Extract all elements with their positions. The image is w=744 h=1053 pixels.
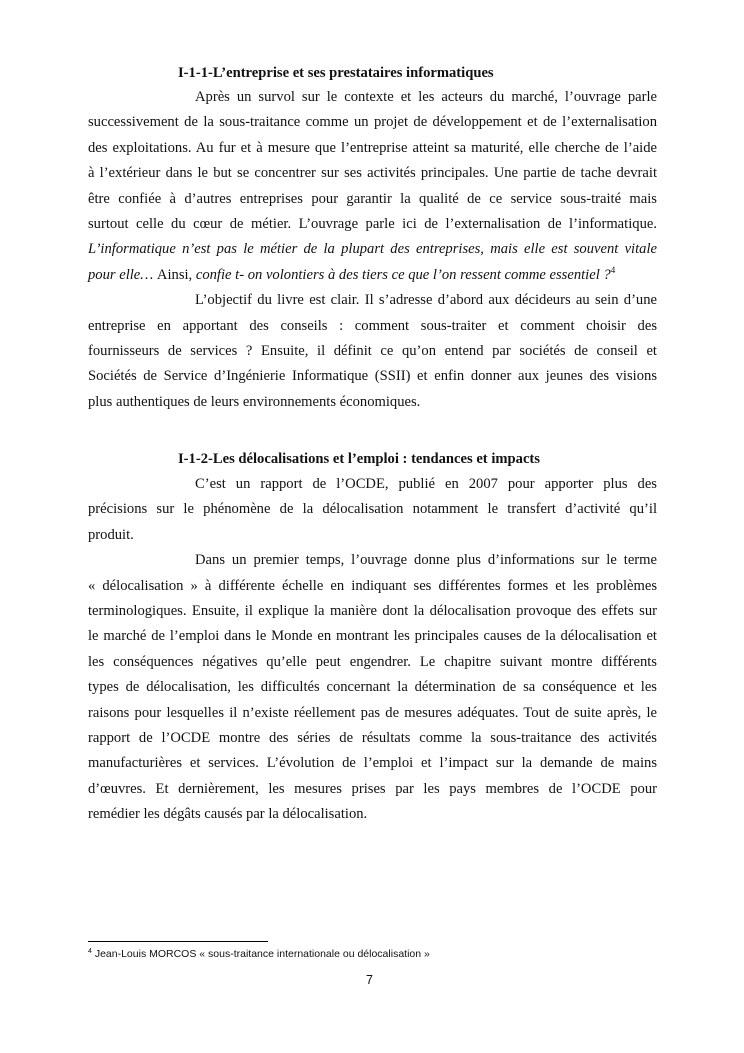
italic-text: L’informatique n’est pas le métier de la plupart des entreprises, mais elle est souvent vitale (88, 241, 657, 258)
text-line (88, 550, 657, 575)
text-segment: les conséquences négatives qu’elle peut engendrer. Le chapitre suivant montre différents (88, 653, 657, 670)
text-line (88, 474, 657, 499)
text-segment: fournisseurs de services ? Ensuite, il définit ce qu’on entend par sociétés de conseil et (88, 342, 657, 359)
text-line (88, 499, 657, 524)
text-segment: produit. (88, 526, 134, 543)
text-line (88, 214, 657, 239)
italic-text: pour elle… (88, 266, 157, 283)
text-segment: L’objectif du livre est clair. Il s’adresse d’abord aux décideurs au sein d’une (195, 292, 657, 309)
text-line (88, 576, 657, 601)
text-line (88, 753, 657, 778)
text-segment: types de délocalisation, les difficultés concernant la détermination de sa conséquence et les (88, 679, 657, 696)
text-segment: d’œuvres. Et dernièrement, les mesures prises par les pays membres de l’OCDE pour (88, 780, 657, 797)
text-line (88, 366, 657, 391)
text-line (88, 290, 657, 315)
footnote-reference: 4 (610, 264, 616, 275)
text-line (88, 728, 657, 753)
italic-text: confie t- on volontiers à des tiers ce que l’on ressent comme essentiel ? (195, 266, 611, 283)
text-line (88, 112, 657, 137)
text-segment: des exploitations. Au fur et à mesure que l’entreprise atteint sa maturité, elle cherche de l’aide (88, 139, 657, 156)
text-line (88, 677, 657, 702)
text-segment: rapport de l’OCDE montre des séries de résultats comme la sous-traitance des activités (88, 729, 657, 746)
text-line (88, 138, 657, 163)
text-segment: manufacturières et services. L’évolution de l’emploi et l’impact sur la demande de mains (88, 755, 657, 772)
text-segment: à l’extérieur dans le but se concentrer sur ses activités principales. Une partie de tache devrait (88, 165, 657, 182)
text-segment: entreprise en apportant des conseils : comment sous-traiter et comment choisir des (88, 317, 657, 334)
text-line (88, 703, 657, 728)
text-line (88, 265, 657, 290)
text-line (88, 189, 657, 214)
text-line (88, 601, 657, 626)
text-line (88, 316, 657, 341)
text-segment: précisions sur le phénomène de la délocalisation notamment le transfert d’activité qu’il (88, 501, 657, 518)
text-line (88, 392, 657, 417)
text-segment: surtout celle du cœur de métier. L’ouvrage parle ici de l’externalisation de l’informatique. (88, 215, 657, 232)
section-heading-1-1-2: I-1-2-Les délocalisations et l’emploi : tendances et impacts (178, 451, 540, 467)
section-1-body (88, 87, 657, 417)
text-line (88, 163, 657, 188)
text-line (88, 525, 657, 550)
text-line (88, 779, 657, 804)
text-line (88, 87, 657, 112)
text-segment: raisons pour lesquelles il n’existe réellement pas de mesures adéquates. Tout de suite après, le (88, 704, 657, 721)
section-2-body (88, 474, 657, 829)
text-segment: C’est un rapport de l’OCDE, publié en 2007 pour apporter plus des (195, 476, 657, 492)
text-line (88, 626, 657, 651)
text-segment: Sociétés de Service d’Ingénierie Informatique (SSII) et enfin donner aux jeunes des visions (88, 368, 657, 385)
text-segment: terminologiques. Ensuite, il explique la manière dont la délocalisation provoque des effets sur (88, 602, 657, 619)
text-segment: « délocalisation » à différente échelle en indiquant ses différentes formes et les problèmes (88, 577, 657, 594)
text-line (88, 239, 657, 264)
footnote-number: 4 (88, 948, 92, 955)
footnote-separator (88, 941, 268, 942)
text-line (88, 341, 657, 366)
text-segment: Dans un premier temps, l’ouvrage donne plus d’informations sur le terme (195, 552, 657, 569)
section-heading-1-1-1: I-1-1-L’entreprise et ses prestataires informatiques (178, 65, 494, 81)
text-line (88, 652, 657, 677)
text-line (88, 804, 657, 829)
text-segment: successivement de la sous-traitance comme un projet de développement et de l’externalisation (88, 114, 657, 131)
footnote (88, 948, 430, 960)
text-segment: remédier les dégâts causés par la délocalisation. (88, 806, 368, 823)
text-segment: Ainsi, (156, 266, 196, 283)
page-number: 7 (366, 973, 373, 987)
footnote-text: Jean-Louis MORCOS « sous-traitance internationale ou délocalisation » (91, 948, 430, 960)
text-segment: plus authentiques de leurs environnements économiques. (88, 393, 421, 410)
text-segment: être confiée à d’autres entreprises pour garantir la qualité de ce service sous-traité mais (88, 190, 657, 207)
text-segment: le marché de l’emploi dans le Monde en montrant les principales causes de la délocalisation et (88, 628, 657, 645)
text-segment: Après un survol sur le contexte et les acteurs du marché, l’ouvrage parle (195, 89, 657, 105)
